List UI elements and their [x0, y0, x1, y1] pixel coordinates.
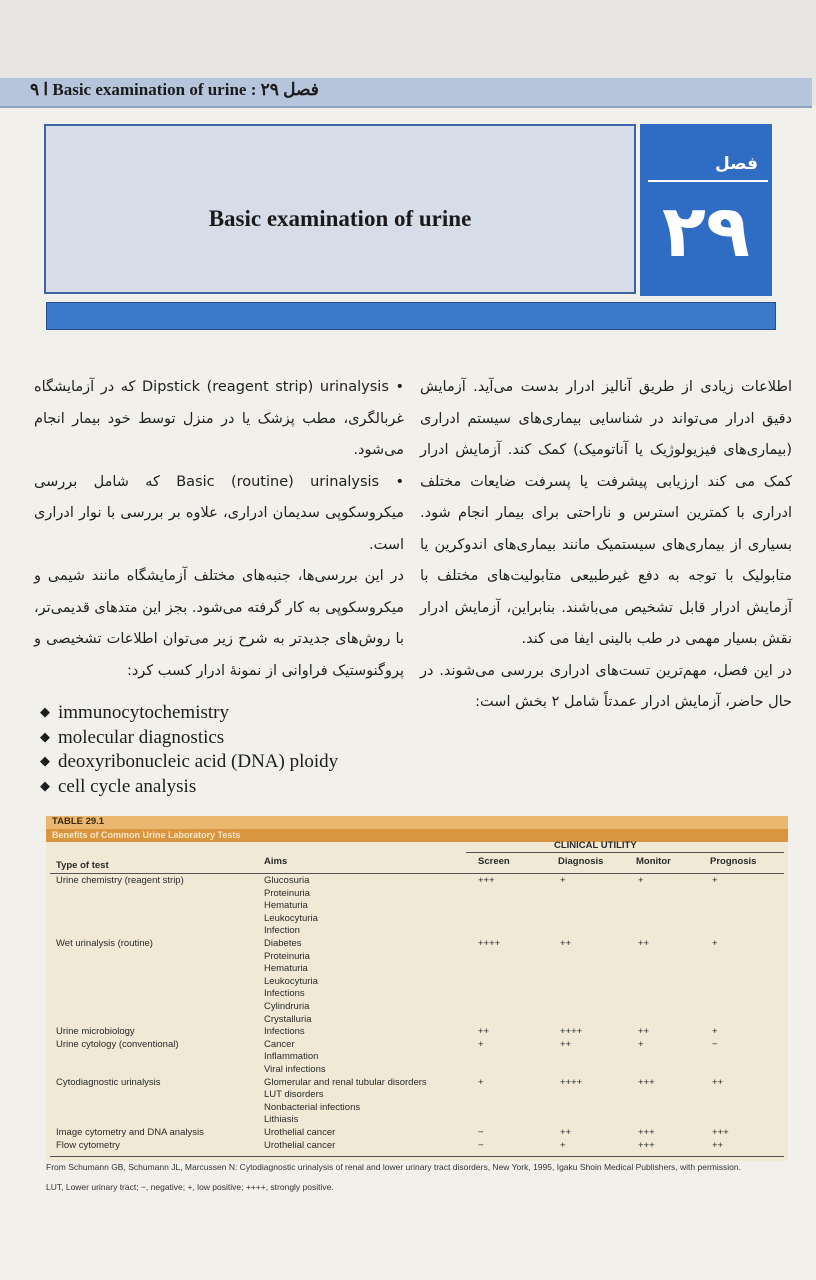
table-cell-monitor: ++ — [638, 1026, 650, 1038]
table-cell-aim: LUT disorders — [264, 1089, 324, 1101]
table-cell-aim: Crystalluria — [264, 1013, 312, 1025]
chapter-number: ۲۹ — [662, 189, 750, 273]
diamond-bullet-icon: ◆ — [40, 728, 50, 744]
table-cell-prognosis: ++ — [712, 1139, 724, 1151]
list-item: ◆ molecular diagnostics — [40, 726, 225, 748]
table-cell-aim: Infections — [264, 1026, 305, 1038]
table-cell-aim: Inflammation — [264, 1051, 319, 1063]
table-cell-screen: +++ — [478, 875, 495, 886]
table-cell-prognosis: + — [712, 875, 718, 886]
table-cell-prognosis: − — [712, 1038, 718, 1050]
list-item: ◆ cell cycle analysis — [40, 775, 197, 797]
right-column — [420, 372, 792, 719]
table-cell-diagnosis: + — [560, 1139, 566, 1151]
table-cell-screen: + — [478, 1076, 484, 1088]
table-row-type: Image cytometry and DNA analysis — [56, 1127, 204, 1138]
paragraph: • Basic (routine) urinalysis که شامل بررسی میکروسکوپی سدیمان ادراری، علاوه بر بررسی با نوار ادراری است. — [34, 473, 405, 553]
table-cell-aim: Viral infections — [264, 1064, 326, 1075]
paragraph: در این بررسی‌ها، جنبه‌های مختلف آزمایشگاه مانند شیمی و میکروسکوپی به کار گرفته می‌شود. بجز این متدهای قدیمی‌تر، با روش‌های جدیدتر به شرح زیر می‌توان اطلاعات تشخیصی و پروگنوستیک فراوانی از نمونهٔ ادرار کسب کرد: — [34, 568, 404, 679]
table-cell-monitor: +++ — [638, 1076, 655, 1088]
col-header: Monitor — [636, 856, 671, 867]
table-cell-diagnosis: ++ — [560, 1038, 572, 1050]
banner-bar — [46, 302, 776, 330]
table-cell-aim: Diabetes — [264, 938, 302, 949]
table-cell-screen: + — [478, 1038, 484, 1050]
list-item: ◆ deoxyribonucleic acid (DNA) ploidy — [40, 751, 339, 772]
table-cell-aim: Cylindruria — [264, 1001, 310, 1012]
table-cell-diagnosis: ++++ — [560, 1026, 583, 1038]
clinical-utility-header: CLINICAL UTILITY — [554, 840, 637, 851]
col-header: Diagnosis — [558, 856, 604, 867]
table-cell-aim: Infection — [264, 925, 300, 937]
table-cell-diagnosis: + — [560, 875, 566, 886]
table-cell-aim: Lithiasis — [264, 1114, 299, 1126]
table-cell-aim: Glomerular and renal tubular disorders — [264, 1076, 427, 1088]
diamond-bullet-icon: ◆ — [40, 704, 50, 719]
table-cell-aim: Proteinuria — [264, 887, 310, 899]
diamond-bullet-icon: ◆ — [40, 777, 50, 793]
chapter-label: فصل — [714, 154, 758, 174]
table-cell-aim: Leukocyturia — [264, 912, 318, 924]
table-cell-monitor: + — [638, 1038, 644, 1050]
table-cell-aim: Urothelial cancer — [264, 1127, 336, 1138]
table-row-type: Urine chemistry (reagent strip) — [56, 875, 184, 886]
table-cell-aim: Hematuria — [264, 963, 308, 975]
table-cell-monitor: +++ — [638, 1139, 655, 1151]
table-row-type: Cytodiagnostic urinalysis — [56, 1076, 161, 1088]
table-number: TABLE 29.1 — [46, 816, 788, 829]
table-cell-monitor: + — [638, 875, 644, 886]
table-cell-screen: ++++ — [478, 938, 501, 949]
method-list — [40, 700, 410, 798]
col-header: Prognosis — [710, 856, 757, 867]
table-row-type: Flow cytometry — [56, 1139, 120, 1151]
paragraph: • Dipstick (reagent strip) urinalysis که در آزمایشگاه غربالگری، مطب پزشک یا در منزل توسط خود بیمار انجام می‌شود. — [34, 379, 404, 458]
col-header: Type of test — [56, 860, 109, 871]
chapter-number-box — [640, 124, 772, 296]
table-cell-diagnosis: ++ — [560, 938, 572, 949]
table-cell-aim: Urothelial cancer — [264, 1139, 336, 1151]
table-cell-prognosis: + — [712, 1026, 718, 1038]
paragraph: اطلاعات زیادی از طریق آنالیز ادرار بدست می‌آید. آزمایش دقیق ادرار می‌تواند در شناسایی بیماری‌های سیستم ادراری (بیماری‌های فیزیولوژیک یا آناتومیک) کمک کند. آزمایش ادرار کمک می کند ارزیابی پیشرفت یا پسرفت ضایعات مختلف ادراری با کمترین استرس و ناراحتی برای بیمار انجام شود. بسیاری از بیماری‌های سیستمیک مانند بیماری‌های اندوکرین یا متابولیک با توجه به دفع غیرطبیعی متابولیت‌های مختلف با آزمایش ادرار قابل تشخیص می‌باشند. بنابراین، آزمایش ادرار نقش بسیار مهمی در طب بالینی ایفا می کند. — [420, 379, 792, 647]
table-cell-aim: Leukocyturia — [264, 975, 318, 987]
running-head-text: ۹ ا Basic examination of urine : ۲۹ فصل — [30, 80, 319, 99]
table-29-1 — [46, 816, 788, 1161]
chapter-title-box — [44, 124, 636, 294]
table-cell-aim: Hematuria — [264, 900, 308, 912]
col-header: Aims — [264, 856, 288, 867]
table-cell-aim: Proteinuria — [264, 950, 310, 962]
chapter-title: Basic examination of urine — [208, 206, 472, 231]
table-cell-monitor: ++ — [638, 938, 650, 949]
table-cell-screen: ++ — [478, 1026, 490, 1038]
chapter-banner — [44, 124, 776, 334]
table-cell-prognosis: + — [712, 938, 718, 949]
table-cell-prognosis: ++ — [712, 1076, 724, 1088]
table-row-type: Wet urinalysis (routine) — [56, 938, 153, 949]
table-cell-screen: − — [478, 1127, 484, 1138]
table-cell-aim: Glucosuria — [264, 875, 310, 886]
running-head — [0, 78, 812, 108]
chapter-divider — [648, 180, 768, 182]
divider — [50, 873, 784, 874]
left-column — [34, 372, 404, 687]
table-cell-aim: Cancer — [264, 1038, 295, 1050]
table-cell-screen: − — [478, 1139, 484, 1151]
divider — [50, 1156, 784, 1157]
diamond-bullet-icon: ◆ — [40, 753, 50, 768]
paragraph: در این فصل، مهم‌ترین تست‌های ادراری بررسی می‌شوند. در حال حاضر، آزمایش ادرار عمدتاً شامل ۲ بخش است: — [420, 662, 792, 710]
col-header: Screen — [478, 856, 510, 867]
table-row-type: Urine microbiology — [56, 1026, 135, 1038]
table-cell-prognosis: +++ — [712, 1127, 729, 1138]
table-cell-aim: Nonbacterial infections — [264, 1101, 361, 1113]
table-cell-diagnosis: ++ — [560, 1127, 572, 1138]
list-item: ◆ immunocytochemistry — [40, 702, 229, 723]
table-cell-monitor: +++ — [638, 1127, 655, 1138]
divider — [466, 852, 784, 853]
table-cell-aim: Infections — [264, 988, 305, 1000]
table-legend: LUT, Lower urinary tract; −, negative; +, low positive; ++++, strongly positive. — [46, 1182, 334, 1192]
table-source: From Schumann GB, Schumann JL, Marcussen N: Cytodiagnostic urinalysis of renal and lower urinary tract disorders, New York, 1995, Igaku Shoin Medical Publishers, with permission. — [46, 1162, 741, 1172]
table-caption: Benefits of Common Urine Laboratory Tests — [46, 829, 788, 842]
table-cell-diagnosis: ++++ — [560, 1076, 583, 1088]
table-row-type: Urine cytology (conventional) — [56, 1038, 179, 1050]
